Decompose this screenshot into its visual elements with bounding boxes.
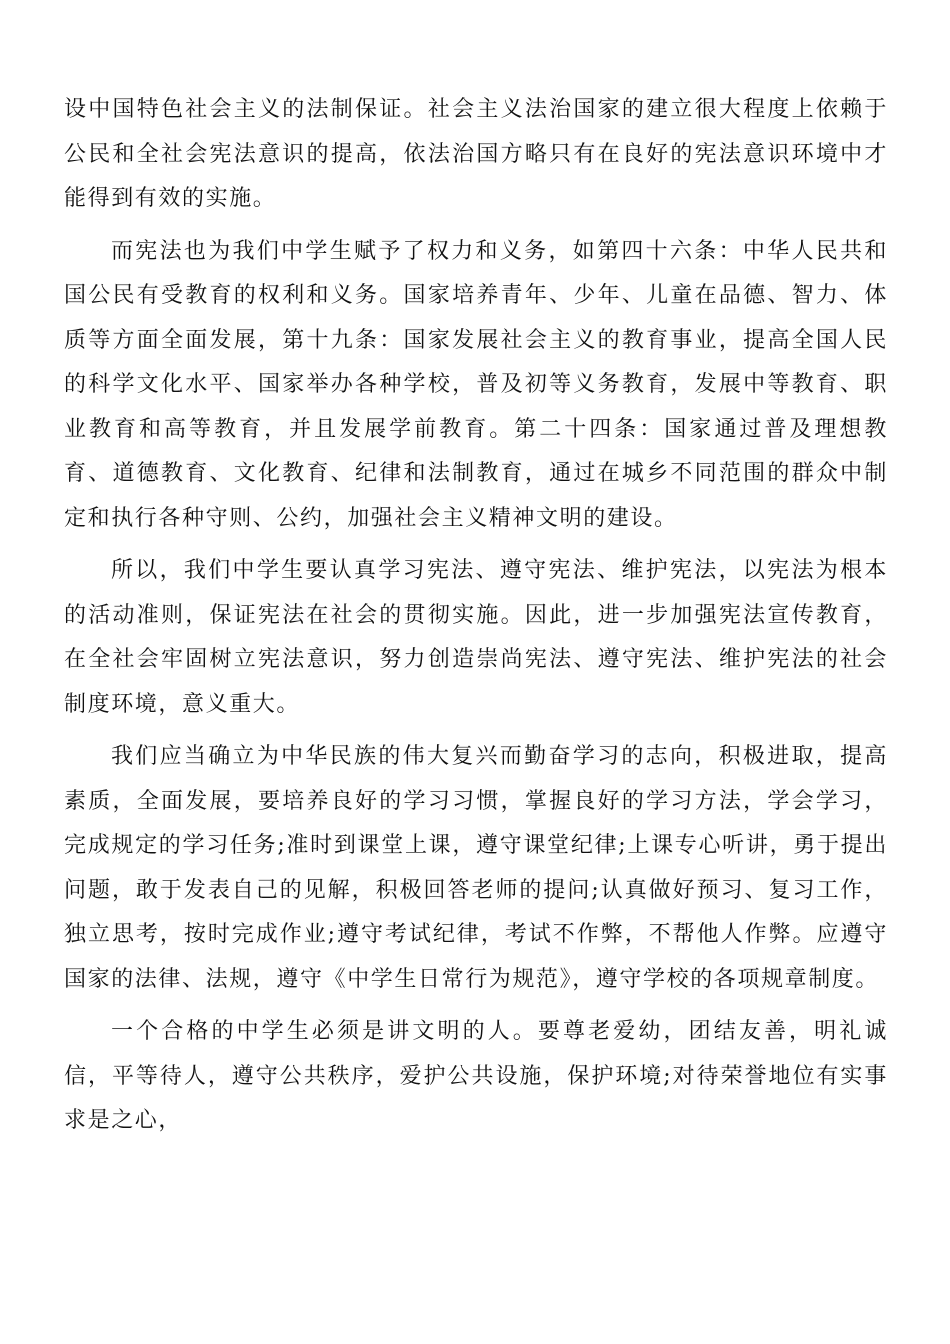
paragraph-gap bbox=[64, 222, 888, 230]
paragraph-1: 设中国特色社会主义的法制保证。社会主义法治国家的建立很大程度上依赖于公民和全社会宪法意识的提高，依法治国方略只有在良好的宪法意识环境中才能得到有效的实施。 bbox=[64, 97, 888, 211]
paragraph-gap bbox=[64, 1002, 888, 1010]
paragraph-gap bbox=[64, 727, 888, 735]
paragraph-5: 一个合格的中学生必须是讲文明的人。要尊老爱幼，团结友善，明礼诚信，平等待人，遵守公共秩序，爱护公共设施，保护环境;对待荣誉地位有实事求是之心， bbox=[64, 1019, 888, 1133]
paragraph-gap bbox=[64, 541, 888, 549]
paragraph-4: 我们应当确立为中华民族的伟大复兴而勤奋学习的志向，积极进取，提高素质，全面发展，要培养良好的学习习惯，掌握良好的学习方法，学会学习，完成规定的学习任务;准时到课堂上课，遵守课堂纪律;上课专心听讲，勇于提出问题，敢于发表自己的见解，积极回答老师的提问;认真做好预习、复习工作，独立思考，按时完成作业;遵守考试纪律，考试不作弊，不帮他人作弊。应遵守国家的法律、法规，遵守《中学生日常行为规范》，遵守学校的各项规章制度。 bbox=[64, 744, 888, 992]
paragraph-3: 所以，我们中学生要认真学习宪法、遵守宪法、维护宪法，以宪法为根本的活动准则，保证宪法在社会的贯彻实施。因此，进一步加强宪法宣传教育，在全社会牢固树立宪法意识，努力创造崇尚宪法、遵守宪法、维护宪法的社会制度环境，意义重大。 bbox=[64, 558, 888, 717]
document-body bbox=[64, 88, 888, 1144]
paragraph-2: 而宪法也为我们中学生赋予了权力和义务，如第四十六条：中华人民共和国公民有受教育的权利和义务。国家培养青年、少年、儿童在品德、智力、体质等方面全面发展，第十九条：国家发展社会主义的教育事业，提高全国人民的科学文化水平、国家举办各种学校，普及初等义务教育，发展中等教育、职业教育和高等教育，并且发展学前教育。第二十四条：国家通过普及理想教育、道德教育、文化教育、纪律和法制教育，通过在城乡不同范围的群众中制定和执行各种守则、公约，加强社会主义精神文明的建设。 bbox=[64, 238, 888, 531]
